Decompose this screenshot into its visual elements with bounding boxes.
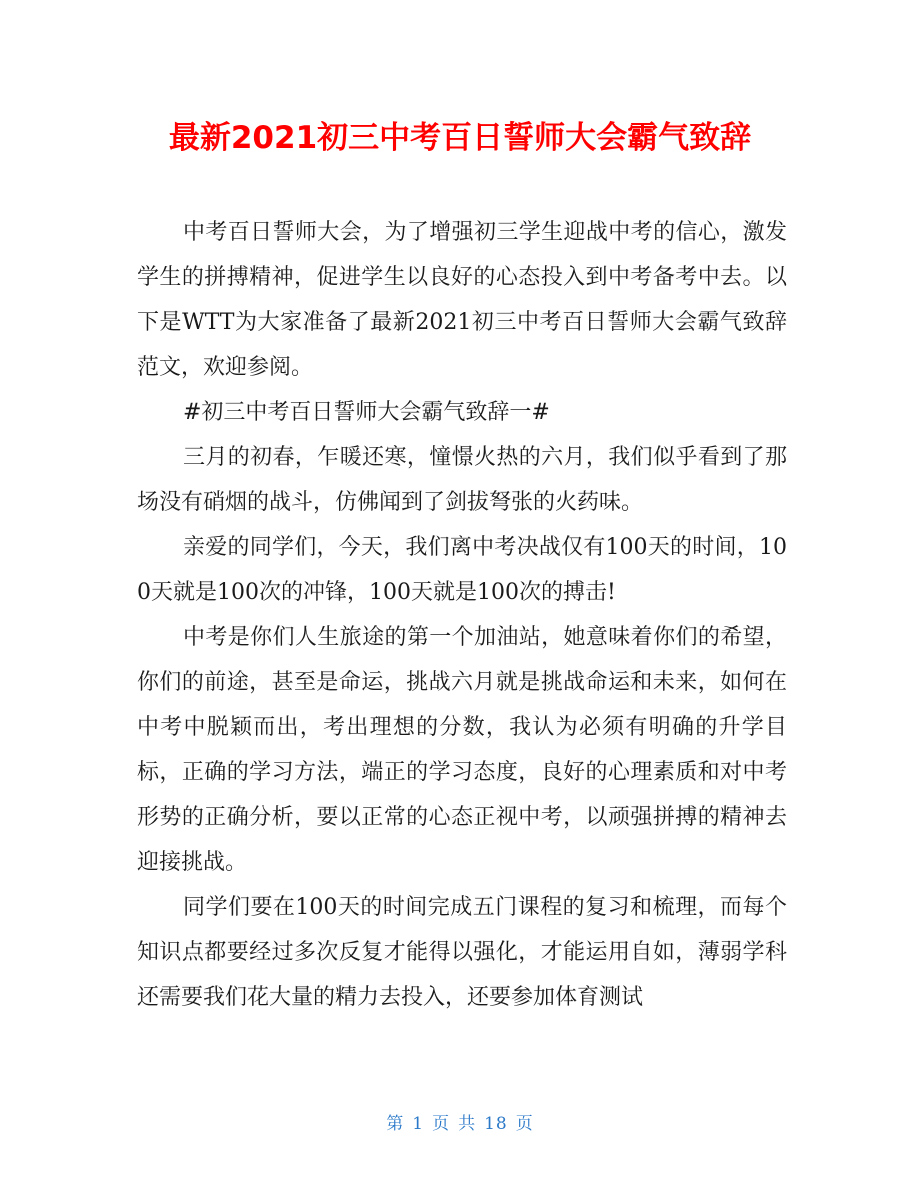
footer-suffix: 页 [515, 1114, 534, 1134]
footer-total-label: 共 [458, 1114, 477, 1134]
section-heading: #初三中考百日誓师大会霸气致辞一# [183, 400, 550, 425]
body-paragraph: 中考是你们人生旅途的第一个加油站，她意味着你们的希望，你们的前途，甚至是命运，挑战六月就是挑战命运和未来，如何在中考中脱颖而出，考出理想的分数，我认为必须有明确的升学目标，正确的学习方法，端正的学习态度，良好的心理素质和对中考形势的正确分析，要以正常的心态正视中考，以顽强拼搏的精神去迎接挑战。 [137, 625, 787, 875]
footer-current-page: 1 [412, 1114, 425, 1134]
footer-page-label: 页 [432, 1114, 451, 1134]
page-footer [0, 1112, 920, 1136]
footer-prefix: 第 [386, 1114, 405, 1134]
document-title: 最新2021初三中考百日誓师大会霸气致辞 [168, 120, 752, 156]
footer-total-pages: 18 [484, 1114, 508, 1134]
intro-paragraph: 中考百日誓师大会，为了增强初三学生迎战中考的信心，激发学生的拼搏精神，促进学生以良好的心态投入到中考备考中去。以下是WTT为大家准备了最新2021初三中考百日誓师大会霸气致辞范文，欢迎参阅。 [137, 220, 787, 380]
document-body [137, 210, 787, 1020]
body-paragraph: 亲爱的同学们，今天，我们离中考决战仅有100天的时间，100天就是100次的冲锋，100天就是100次的搏击! [137, 535, 787, 605]
body-paragraph: 三月的初春，乍暖还寒，憧憬火热的六月，我们似乎看到了那场没有硝烟的战斗，仿佛闻到了剑拔弩张的火药味。 [137, 445, 787, 515]
body-paragraph: 同学们要在100天的时间完成五门课程的复习和梳理，而每个知识点都要经过多次反复才能得以强化，才能运用自如，薄弱学科还需要我们花大量的精力去投入，还要参加体育测试 [137, 895, 787, 1010]
